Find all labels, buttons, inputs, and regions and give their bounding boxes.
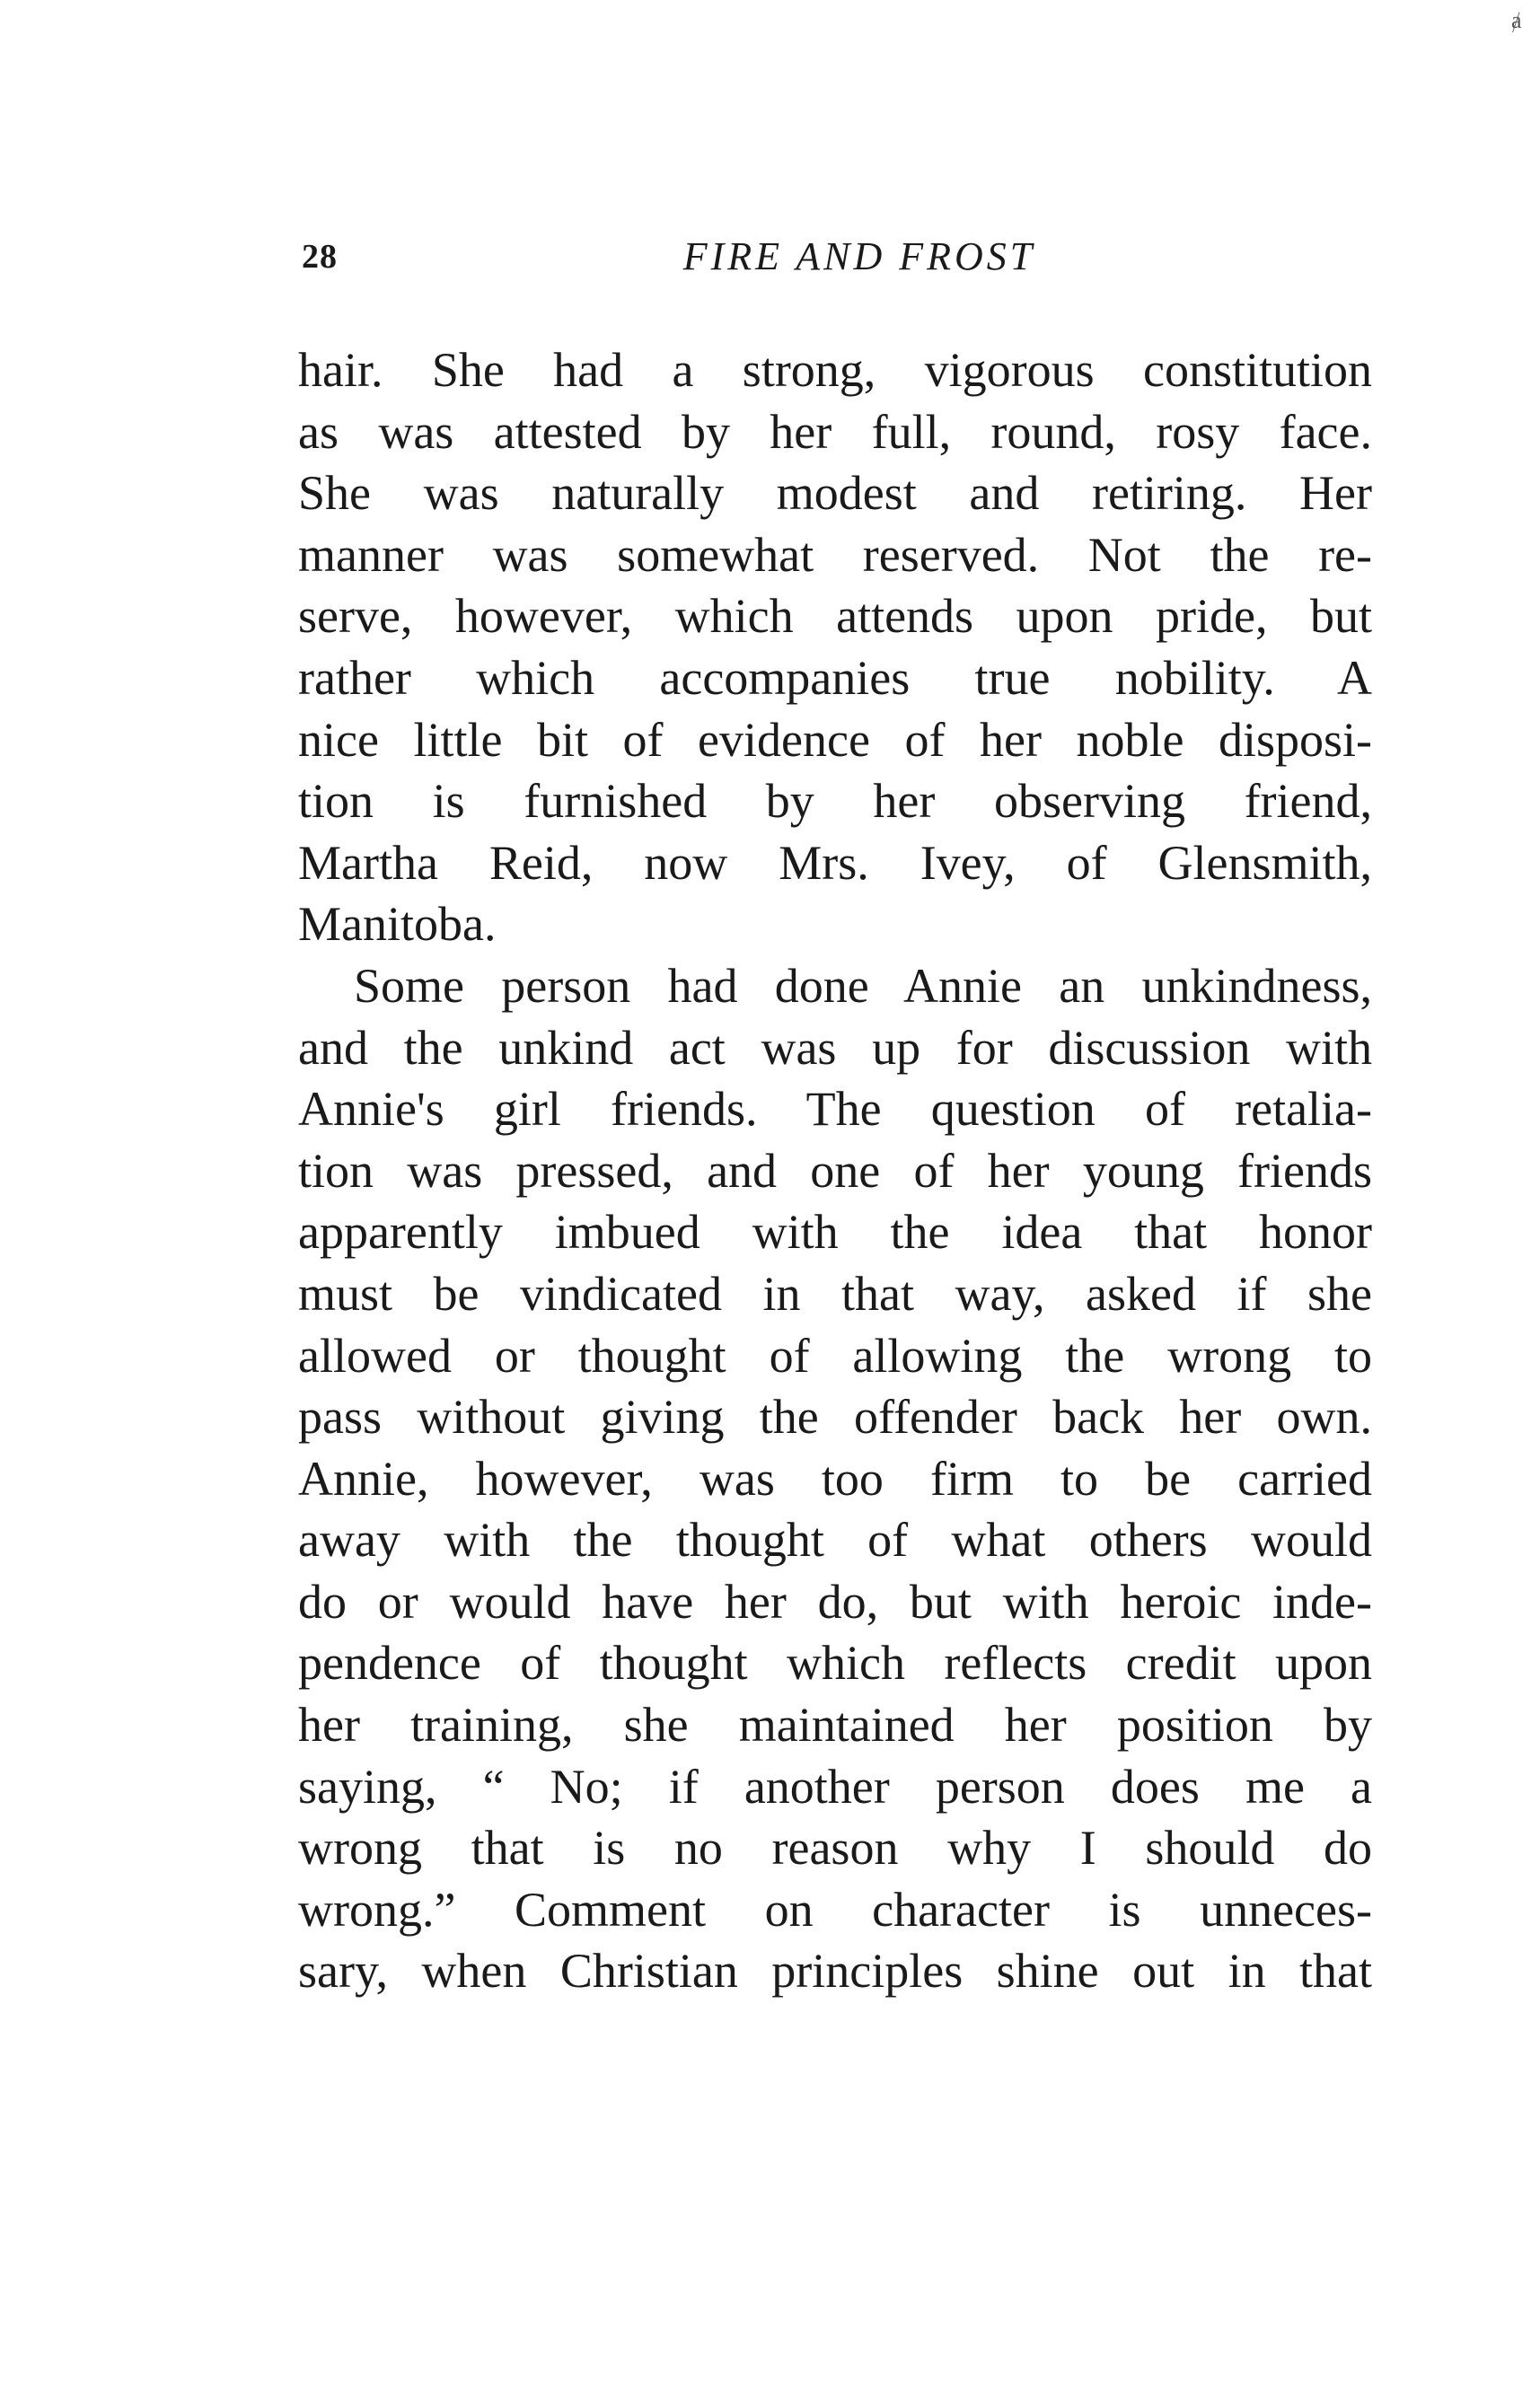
text-line: nice little bit of evidence of her noble disposi- — [298, 712, 1372, 767]
paragraph-2 — [298, 955, 1372, 2002]
body-text — [298, 339, 1372, 2002]
text-line: as was attested by her full, round, rosy face. — [298, 404, 1372, 459]
margin-mark: ⱥ — [1511, 7, 1522, 33]
text-line: must be vindicated in that way, asked if she — [298, 1266, 1372, 1321]
page-number: 28 — [302, 238, 338, 276]
text-line: She was naturally modest and retiring. Her — [298, 466, 1372, 521]
text-line: pass without giving the offender back her own. — [298, 1390, 1372, 1445]
text-line: Martha Reid, now Mrs. Ivey, of Glensmith, — [298, 835, 1372, 890]
text-line: tion was pressed, and one of her young friends — [298, 1143, 1372, 1198]
text-line: saying, “ No; if another person does me a — [298, 1759, 1372, 1814]
text-line: Some person had done Annie an unkindness, — [354, 958, 1372, 1013]
text-line: her training, she maintained her position by — [298, 1698, 1372, 1753]
text-line: hair. She had a strong, vigorous constitution — [298, 343, 1372, 397]
text-line: wrong that is no reason why I should do — [298, 1821, 1372, 1876]
text-line: Manitoba. — [298, 897, 497, 952]
text-line: allowed or thought of allowing the wrong to — [298, 1328, 1372, 1383]
text-line: Annie, however, was too firm to be carried — [298, 1451, 1372, 1506]
text-line: away with the thought of what others would — [298, 1513, 1372, 1568]
text-line: wrong.” Comment on character is unneces- — [298, 1882, 1372, 1937]
text-line: do or would have her do, but with heroic inde- — [298, 1574, 1372, 1629]
text-line: sary, when Christian principles shine out in that — [298, 1944, 1372, 1999]
text-line: and the unkind act was up for discussion with — [298, 1020, 1372, 1075]
paragraph-1 — [298, 339, 1372, 955]
text-line: rather which accompanies true nobility. A — [298, 650, 1372, 705]
text-line: manner was somewhat reserved. Not the re- — [298, 527, 1372, 582]
text-line: serve, however, which attends upon pride, but — [298, 589, 1372, 644]
text-line: apparently imbued with the idea that honor — [298, 1205, 1372, 1260]
running-title: FIRE AND FROST — [682, 234, 1036, 278]
running-head — [298, 230, 1367, 284]
text-line: tion is furnished by her observing friend, — [298, 774, 1372, 829]
text-line: Annie's girl friends. The question of retalia- — [298, 1082, 1372, 1137]
text-line: pendence of thought which reflects credit upon — [298, 1636, 1372, 1691]
